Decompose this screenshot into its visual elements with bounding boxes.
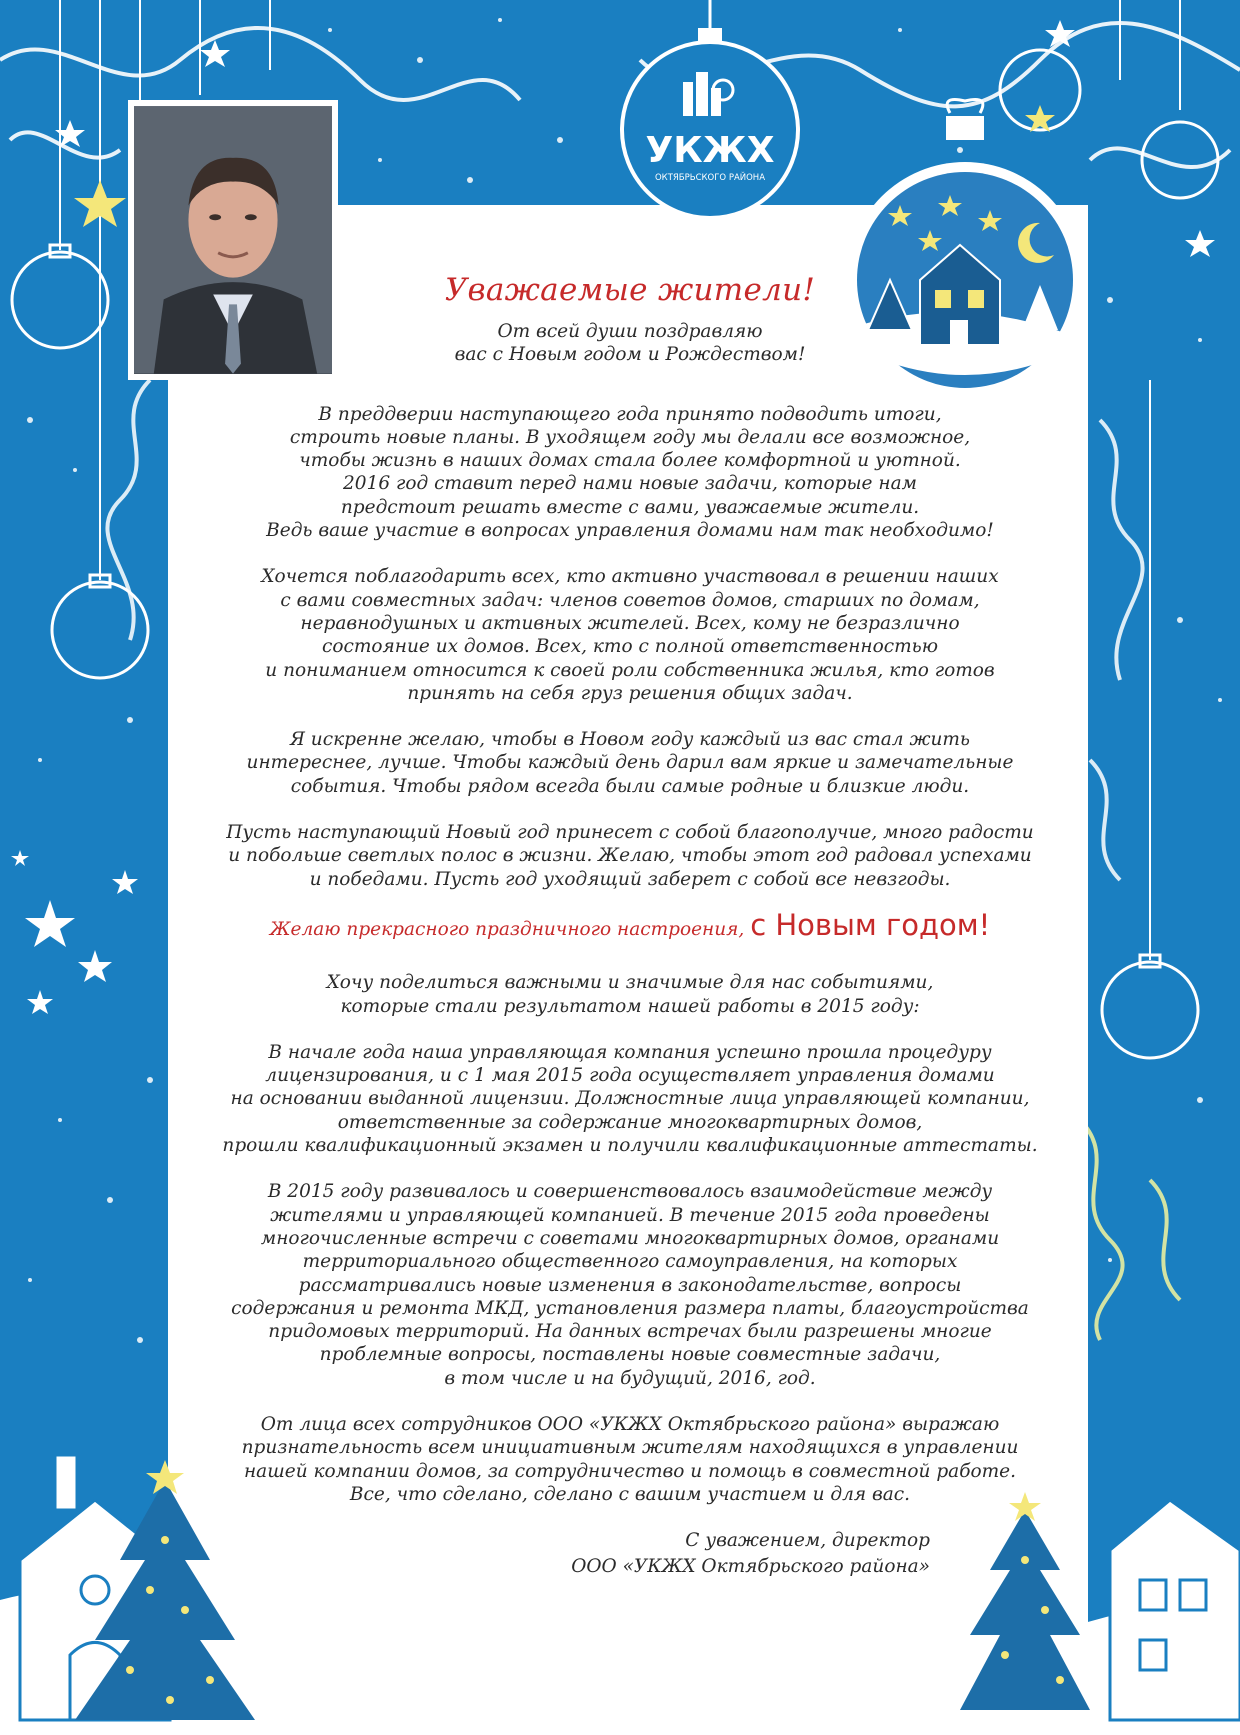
- text-line: и победами. Пусть год уходящий заберет с собой все невзгоды.: [309, 868, 951, 890]
- text-line: и пониманием относится к своей роли собственника жилья, кто готов: [265, 659, 995, 681]
- greeting: [200, 320, 1060, 367]
- paragraph-licensing: [200, 1041, 1060, 1157]
- text-line: предстоит решать вместе с вами, уважаемые жители.: [340, 496, 920, 518]
- wish-prefix: Желаю прекрасного праздничного настроения,: [269, 918, 745, 940]
- text-line: содержания и ремонта МКД, установления размера платы, благоустройства: [231, 1297, 1029, 1319]
- text-line: многочисленные встречи с советами многоквартирных домов, органами: [260, 1227, 1000, 1249]
- text-line: Я искренне желаю, чтобы в Новом году каждый из вас стал жить: [289, 729, 971, 751]
- text-line: придомовых территорий. На данных встречах были разрешены многие: [268, 1321, 992, 1343]
- text-line: нашей компании домов, за сотрудничество и помощь в совместной работе.: [244, 1460, 1016, 1482]
- text-line: рассматривались новые изменения в законодательстве, вопросы: [298, 1274, 962, 1296]
- text-line: В 2015 году развивалось и совершенствовалось взаимодействие между: [267, 1181, 993, 1203]
- text-line: В преддверии наступающего года принято подводить итоги,: [318, 403, 942, 425]
- text-line: Пусть наступающий Новый год принесет с собой благополучие, много радости: [226, 822, 1034, 844]
- text-line: Ведь ваше участие в вопросах управления домами нам так необходимо!: [266, 520, 994, 542]
- signature-line: ООО «УКЖХ Октябрьского района»: [571, 1556, 930, 1577]
- signature-line: С уважением, директор: [685, 1530, 930, 1551]
- text-line: ответственные за содержание многоквартирных домов,: [337, 1111, 923, 1133]
- greeting-line: вас с Новым годом и Рождеством!: [454, 344, 806, 366]
- text-line: неравнодушных и активных жителей. Всех, кому не безразлично: [300, 612, 960, 634]
- paragraph-thanks: [200, 565, 1060, 705]
- text-line: проблемные вопросы, поставлены новые совместные задачи,: [319, 1344, 941, 1366]
- holiday-wish: [200, 907, 1060, 942]
- text-line: жителями и управляющей компанией. В течение 2015 года проведены: [270, 1204, 990, 1226]
- house-right-icon: [1110, 1500, 1240, 1720]
- text-line: в том числе и на будущий, 2016, год.: [444, 1367, 816, 1389]
- paragraph-summary: [200, 403, 1060, 543]
- paragraph-events-intro: [200, 971, 1060, 1018]
- text-line: чтобы жизнь в наших домах стала более комфортной и уютной.: [299, 450, 961, 472]
- paragraph-new-year: [200, 821, 1060, 891]
- company-logo-ornament: [600, 0, 820, 240]
- text-line: признательность всем инициативным жителям находящихся в управлении: [241, 1437, 1019, 1459]
- text-line: и побольше светлых полос в жизни. Желаю, чтобы этот год радовал успехами: [228, 845, 1032, 867]
- letter-body: [200, 270, 1060, 1529]
- paragraph-cooperation: [200, 1180, 1060, 1390]
- text-line: От лица всех сотрудников ООО «УКЖХ Октябрьского района» выражаю: [260, 1413, 1000, 1435]
- paragraph-gratitude: [200, 1413, 1060, 1506]
- text-line: на основании выданной лицензии. Должностные лица управляющей компании,: [230, 1088, 1030, 1110]
- text-line: интереснее, лучше. Чтобы каждый день дарил вам яркие и замечательные: [246, 752, 1014, 774]
- text-line: принять на себя груз решения общих задач.: [407, 682, 853, 704]
- paragraph-wishes: [200, 728, 1060, 798]
- logo-abbr: УКЖХ: [645, 130, 775, 171]
- text-line: 2016 год ставит перед нами новые задачи, которые нам: [343, 473, 917, 495]
- text-line: состояние их домов. Всех, кто с полной ответственностью: [321, 636, 939, 658]
- text-line: территориального общественного самоуправления, на которых: [302, 1251, 958, 1273]
- text-line: Хочу поделиться важными и значимые для нас событиями,: [326, 972, 934, 994]
- text-line: которые стали результатом нашей работы в 2015 году:: [340, 995, 920, 1017]
- text-line: лицензирования, и с 1 мая 2015 года осуществляет управления домами: [265, 1065, 995, 1087]
- greeting-line: От всей души поздравляю: [497, 321, 763, 342]
- letter-heading: Уважаемые жители!: [444, 272, 816, 308]
- logo-subtitle: ОКТЯБРЬСКОГО РАЙОНА: [654, 173, 766, 183]
- text-line: В начале года наша управляющая компания успешно прошла процедуру: [268, 1041, 992, 1063]
- text-line: с вами совместных задач: членов советов домов, старших по домам,: [280, 589, 980, 611]
- text-line: Все, что сделано, сделано с вашим участием и для вас.: [349, 1483, 911, 1505]
- text-line: строить новые планы. В уходящем году мы делали все возможное,: [289, 426, 971, 448]
- wish-big: с Новым годом!: [750, 907, 991, 942]
- text-line: Хочется поблагодарить всех, кто активно участвовал в решении наших: [261, 566, 999, 588]
- signature: [560, 1528, 930, 1580]
- text-line: события. Чтобы рядом всегда были самые родные и близкие люди.: [290, 775, 970, 797]
- text-line: прошли квалификационный экзамен и получили квалификационные аттестаты.: [222, 1135, 1038, 1157]
